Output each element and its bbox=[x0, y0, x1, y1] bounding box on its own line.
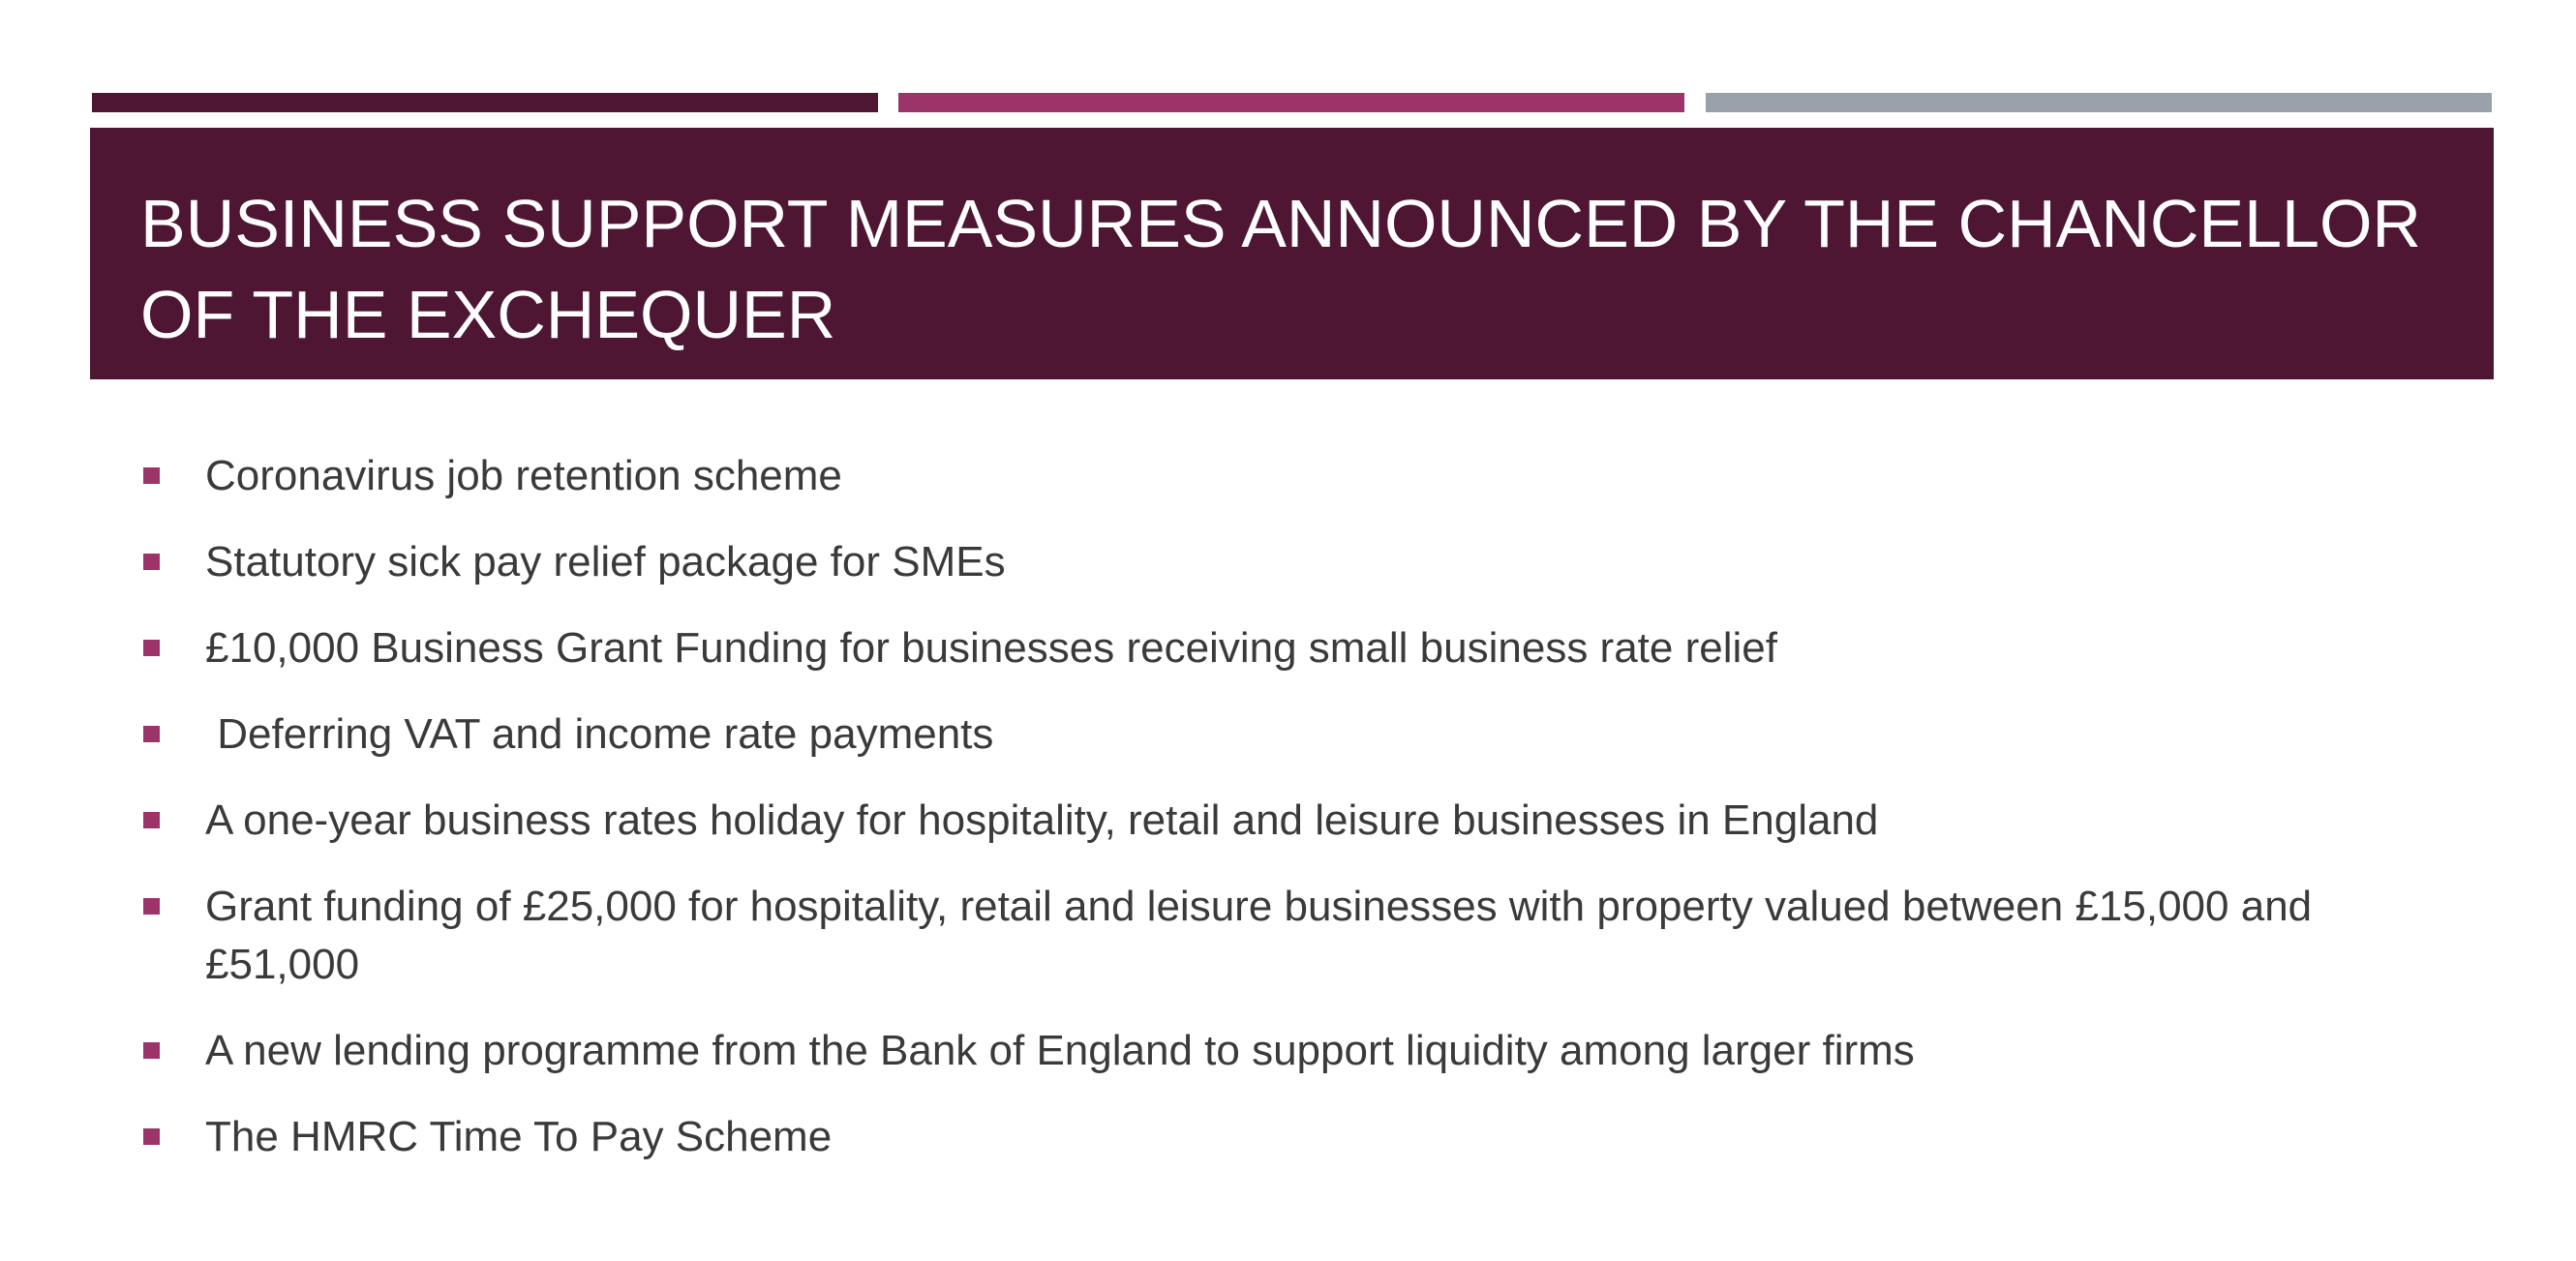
list-item bbox=[143, 533, 2418, 591]
list-item-text: The HMRC Time To Pay Scheme bbox=[205, 1113, 833, 1160]
list-item bbox=[143, 1108, 2418, 1166]
list-item bbox=[143, 619, 2418, 677]
slide-title: BUSINESS SUPPORT MEASURES ANNOUNCED BY THE CHANCELLOR OF THE EXCHEQUER bbox=[140, 186, 2421, 352]
list-item bbox=[143, 1022, 2418, 1080]
list-item bbox=[143, 792, 2418, 850]
accent-bar-magenta bbox=[898, 93, 1684, 112]
list-item bbox=[143, 447, 2418, 505]
square-bullet-icon bbox=[143, 640, 160, 656]
square-bullet-icon bbox=[143, 812, 160, 828]
title-band bbox=[90, 128, 2494, 379]
list-item bbox=[143, 878, 2418, 994]
list-item-text: A new lending programme from the Bank of England to support liquidity among larger firms bbox=[205, 1027, 1915, 1074]
list-item-text: Deferring VAT and income rate payments bbox=[205, 710, 994, 758]
accent-bar-gray bbox=[1706, 93, 2492, 112]
list-item-text: Statutory sick pay relief package for SMEs bbox=[205, 538, 1006, 585]
list-item-text: A one-year business rates holiday for hospitality, retail and leisure businesses in England bbox=[205, 796, 1879, 844]
list-item bbox=[143, 706, 2418, 764]
accent-bar-dark bbox=[92, 93, 878, 112]
square-bullet-icon bbox=[143, 467, 160, 484]
square-bullet-icon bbox=[143, 1042, 160, 1059]
square-bullet-icon bbox=[143, 726, 160, 742]
list-item-text: Grant funding of £25,000 for hospitality, retail and leisure businesses with property valued between £15,000 and £51,000 bbox=[205, 883, 2313, 988]
list-item-text: Coronavirus job retention scheme bbox=[205, 452, 842, 499]
square-bullet-icon bbox=[143, 1128, 160, 1145]
square-bullet-icon bbox=[143, 554, 160, 570]
list-item-text: £10,000 Business Grant Funding for businesses receiving small business rate relief bbox=[205, 624, 1777, 672]
bullet-list bbox=[143, 447, 2418, 1194]
square-bullet-icon bbox=[143, 898, 160, 915]
